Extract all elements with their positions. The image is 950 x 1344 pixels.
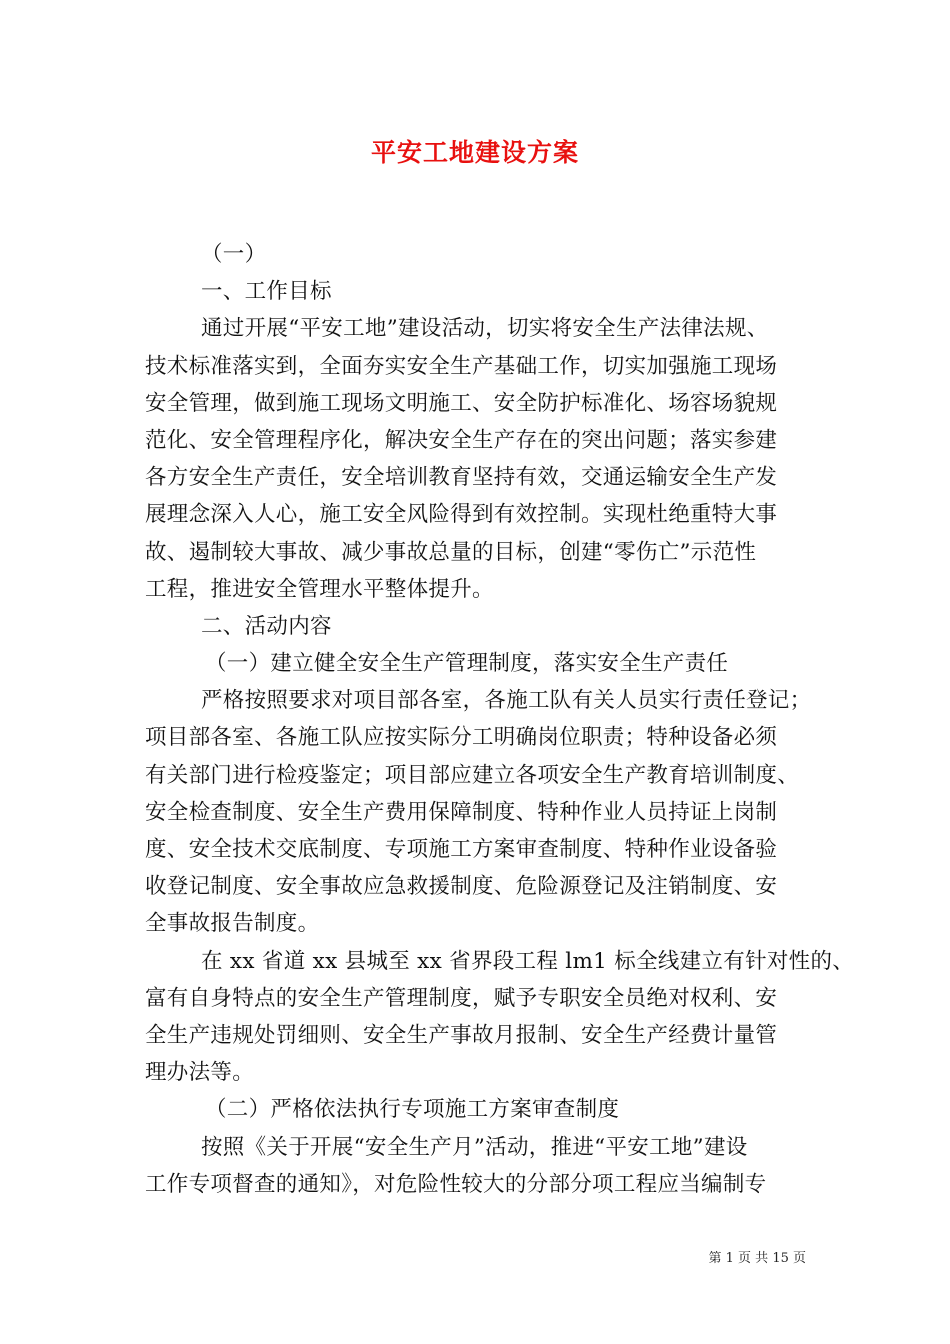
text-line: 富有自身特点的安全生产管理制度，赋予专职安全员绝对权利、安 [145,985,778,1011]
text-line: 理办法等。 [145,1060,255,1086]
text-line: 严格按照要求对项目部各室，各施工队有关人员实行责任登记； [201,688,812,714]
text-line: 技术标准落实到，全面夯实安全生产基础工作，切实加强施工现场 [145,353,778,379]
text-line: 工作专项督查的通知》，对危险性较大的分部分项工程应当编制专 [145,1171,767,1197]
text-line: 在 xx 省道 xx 县城至 xx 省界段工程 lm1 标全线建立有针对性的、 [201,948,855,974]
text-line: 二、活动内容 [201,613,332,639]
text-line: 全事故报告制度。 [145,911,320,937]
text-line: 项目部各室、各施工队应按实际分工明确岗位职责；特种设备必须 [145,725,778,751]
text-line: 度、安全技术交底制度、专项施工方案审查制度、特种作业设备验 [145,837,778,862]
text-line: 安全管理，做到施工现场文明施工、安全防护标准化、场容场貌规 [145,390,778,416]
page-number: 第 1 页 共 15 页 [708,1251,806,1266]
document-body [145,236,855,1203]
text-line: 展理念深入人心，施工安全风险得到有效控制。实现杜绝重特大事 [145,502,778,528]
document-title: 平安工地建设方案 [370,138,579,167]
text-line: 一、工作目标 [201,279,332,305]
text-line: 收登记制度、安全事故应急救援制度、危险源登记及注销制度、安 [145,874,778,900]
text-line: 安全检查制度、安全生产费用保障制度、特种作业人员持证上岗制 [145,799,778,825]
text-line: （二）严格依法执行专项施工方案审查制度 [205,1097,620,1123]
text-line: 范化、安全管理程序化，解决安全生产存在的突出问题；落实参建 [145,427,778,453]
text-line: 有关部门进行检疫鉴定；项目部应建立各项安全生产教育培训制度、 [145,762,800,788]
text-line: 通过开展“平安工地”建设活动，切实将安全生产法律法规、 [201,316,769,342]
text-line: 全生产违规处罚细则、安全生产事故月报制、安全生产经费计量管 [145,1022,778,1048]
text-line: 各方安全生产责任，安全培训教育坚持有效，交通运输安全生产发 [145,465,778,491]
text-line: 故、遏制较大事故、减少事故总量的目标，创建“零伤亡”示范性 [145,539,757,565]
text-line: 按照《关于开展“安全生产月”活动，推进“平安工地”建设 [201,1134,748,1160]
text-line: （一） [201,242,267,267]
text-line: （一）建立健全安全生产管理制度，落实安全生产责任 [205,651,729,677]
text-line: 工程，推进安全管理水平整体提升。 [145,576,494,602]
